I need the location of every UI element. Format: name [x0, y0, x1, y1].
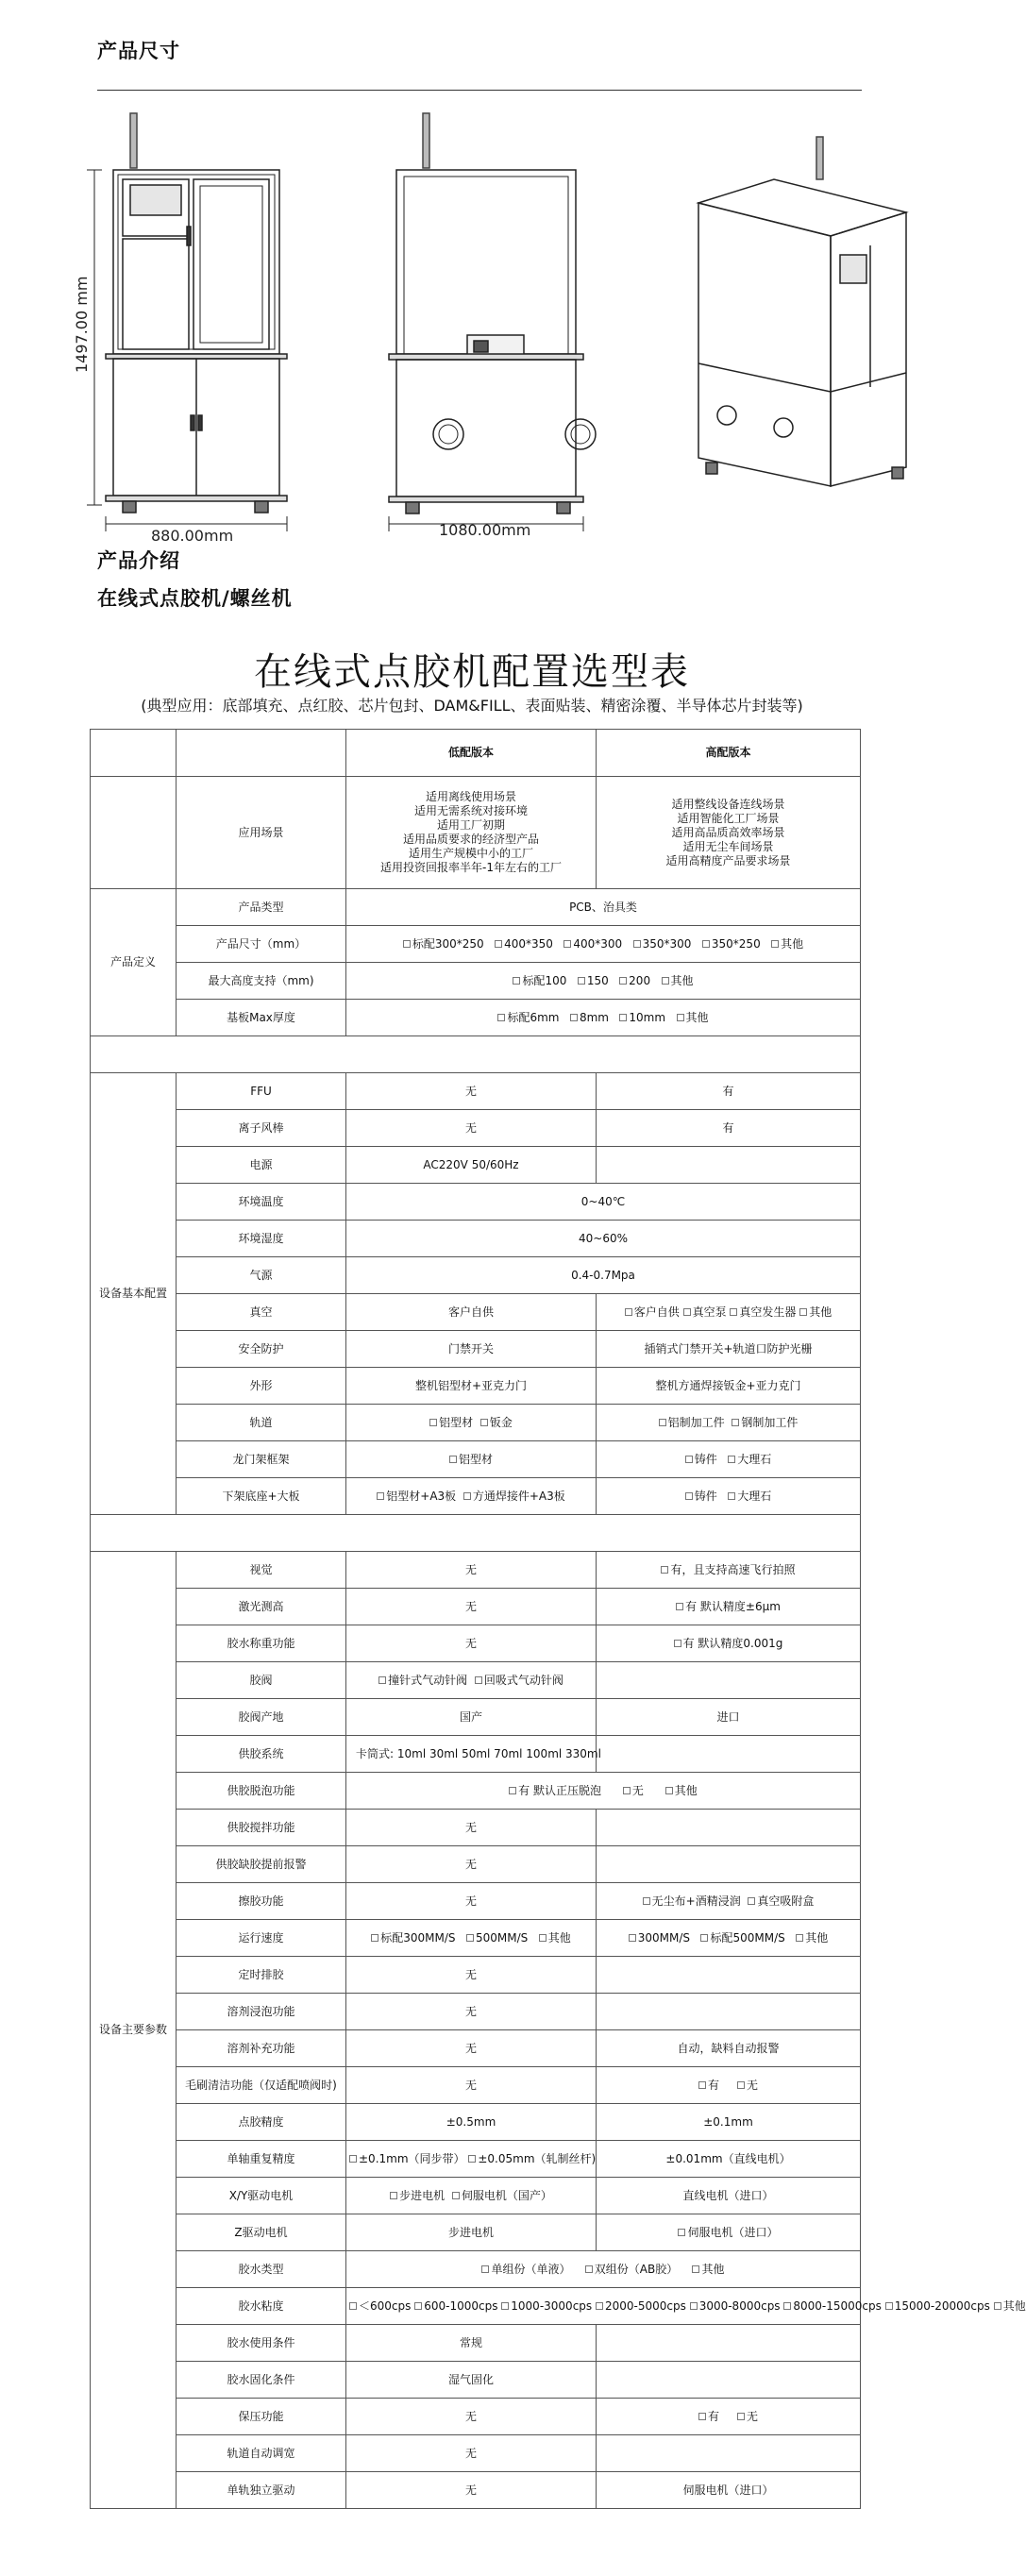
- row-label: 激光测高: [177, 1589, 346, 1625]
- machine-side-view: [389, 113, 596, 514]
- row-options: 有 默认正压脱泡 无 其他: [346, 1773, 861, 1810]
- table-row: [91, 777, 861, 889]
- row-label: 轨道自动调宽: [177, 2435, 346, 2472]
- row-low: 无: [346, 1110, 597, 1147]
- row-value: 40~60%: [346, 1221, 861, 1257]
- row-label: 溶剂补充功能: [177, 2030, 346, 2067]
- row-value: 0.4-0.7Mpa: [346, 1257, 861, 1294]
- row-label: 单轴重复精度: [177, 2141, 346, 2178]
- row-low: 无: [346, 1810, 597, 1846]
- row-high: 铸件 大理石: [597, 1478, 861, 1515]
- table-row: [91, 2141, 861, 2178]
- table-row: [91, 1331, 861, 1368]
- row-low: 常规: [346, 2325, 597, 2362]
- row-low: 无: [346, 2399, 597, 2435]
- row-label: 最大高度支持（mm): [177, 963, 346, 1000]
- table-row: [91, 1073, 861, 1110]
- table-row: [91, 1846, 861, 1883]
- row-label: 基板Max厚度: [177, 1000, 346, 1036]
- row-low: 无: [346, 1552, 597, 1589]
- row-low: 门禁开关: [346, 1331, 597, 1368]
- machine-iso-view: [698, 137, 906, 486]
- table-row: [91, 1920, 861, 1957]
- row-label: 溶剂浸泡功能: [177, 1994, 346, 2030]
- machine-drawings: [0, 90, 944, 545]
- table-row: [91, 1589, 861, 1625]
- section-title-size: 产品尺寸: [97, 40, 180, 62]
- row-low: 整机铝型材+亚克力门: [346, 1368, 597, 1405]
- row-low: 湿气固化: [346, 2362, 597, 2399]
- row-high: [597, 1846, 861, 1883]
- row-low: 铝型材 钣金: [346, 1405, 597, 1441]
- row-label: 供胶缺胶提前报警: [177, 1846, 346, 1883]
- table-row: [91, 889, 861, 926]
- row-options: ＜600cps 600-1000cps 1000-3000cps 2000-5000cps 3000-8000cps 8000-15000cps 15000-20000cps 其他: [346, 2288, 861, 2325]
- row-label: 下架底座+大板: [177, 1478, 346, 1515]
- table-title: 在线式点胶机配置选型表: [254, 650, 690, 694]
- row-high: [597, 1662, 861, 1699]
- table-row: [91, 1662, 861, 1699]
- row-low: 国产: [346, 1699, 597, 1736]
- row-high: ±0.1mm: [597, 2104, 861, 2141]
- row-low: 无: [346, 1957, 597, 1994]
- table-row: [91, 1625, 861, 1662]
- table-row: [91, 1699, 861, 1736]
- row-high: 自动，缺料自动报警: [597, 2030, 861, 2067]
- row-label: 胶水粘度: [177, 2288, 346, 2325]
- row-label: 产品尺寸（mm）: [177, 926, 346, 963]
- row-label: FFU: [177, 1073, 346, 1110]
- scene-label: 应用场景: [177, 777, 346, 889]
- row-label: 离子风棒: [177, 1110, 346, 1147]
- row-label: 毛刷清洁功能（仅适配喷阀时): [177, 2067, 346, 2104]
- row-high: [597, 2435, 861, 2472]
- row-label: 胶阀: [177, 1662, 346, 1699]
- table-row: [91, 2399, 861, 2435]
- row-high: 进口: [597, 1699, 861, 1736]
- machine-front-view: [106, 113, 287, 513]
- row-high: 有: [597, 1073, 861, 1110]
- row-label: 供胶系统: [177, 1736, 346, 1773]
- row-low: 无: [346, 1994, 597, 2030]
- table-row: [91, 926, 861, 963]
- category-basic: 设备基本配置: [91, 1073, 177, 1515]
- row-low: 铝型材: [346, 1441, 597, 1478]
- row-label: 安全防护: [177, 1331, 346, 1368]
- table-row: [91, 2288, 861, 2325]
- row-value: PCB、治具类: [346, 889, 861, 926]
- table-row: [91, 2030, 861, 2067]
- row-label: 胶水类型: [177, 2251, 346, 2288]
- row-low: AC220V 50/60Hz: [346, 1147, 597, 1184]
- row-label: 气源: [177, 1257, 346, 1294]
- row-high: ±0.01mm（直线电机）: [597, 2141, 861, 2178]
- row-low: 标配300MM/S 500MM/S 其他: [346, 1920, 597, 1957]
- row-label: 轨道: [177, 1405, 346, 1441]
- row-low: 无: [346, 2435, 597, 2472]
- table-row: [91, 2104, 861, 2141]
- category-main: 设备主要参数: [91, 1552, 177, 2509]
- row-high: [597, 1147, 861, 1184]
- row-low: 无: [346, 2472, 597, 2509]
- row-label: 胶水使用条件: [177, 2325, 346, 2362]
- row-label: 点胶精度: [177, 2104, 346, 2141]
- row-high: 有 无: [597, 2067, 861, 2104]
- row-low: 无: [346, 1073, 597, 1110]
- table-spacer: [91, 1036, 861, 1073]
- table-row: [91, 1441, 861, 1478]
- row-high: [597, 1957, 861, 1994]
- table-row: [91, 1184, 861, 1221]
- row-high: 铝制加工件 钢制加工件: [597, 1405, 861, 1441]
- row-high: 铸件 大理石: [597, 1441, 861, 1478]
- table-row: [91, 1810, 861, 1846]
- row-low: 步进电机 伺服电机（国产）: [346, 2178, 597, 2214]
- header-low: 低配版本: [346, 730, 597, 777]
- table-row: [91, 1294, 861, 1331]
- table-spacer: [91, 1515, 861, 1552]
- row-low: 无: [346, 1883, 597, 1920]
- table-row: [91, 1405, 861, 1441]
- row-high: 整机方通焊接钣金+亚力克门: [597, 1368, 861, 1405]
- row-low: 步进电机: [346, 2214, 597, 2251]
- row-value: 0~40℃: [346, 1184, 861, 1221]
- row-high: [597, 1994, 861, 2030]
- row-high: 伺服电机（进口）: [597, 2214, 861, 2251]
- row-label: Z驱动电机: [177, 2214, 346, 2251]
- table-row: [91, 2067, 861, 2104]
- scene-high: 适用整线设备连线场景 适用智能化工厂场景 适用高品质高效率场景 适用无尘车间场景 适用高精度产品要求场景: [597, 777, 861, 889]
- table-row: [91, 1478, 861, 1515]
- width-1080-label: 1080.00mm: [439, 521, 531, 539]
- row-label: 定时排胶: [177, 1957, 346, 1994]
- row-label: 真空: [177, 1294, 346, 1331]
- table-row: [91, 1552, 861, 1589]
- row-label: 环境湿度: [177, 1221, 346, 1257]
- table-row: [91, 2362, 861, 2399]
- row-label: 运行速度: [177, 1920, 346, 1957]
- category-definition: 产品定义: [91, 889, 177, 1036]
- row-low: 撞针式气动针阀 回吸式气动针阀: [346, 1662, 597, 1699]
- row-high: 客户自供 真空泵 真空发生器 其他: [597, 1294, 861, 1331]
- row-label: 外形: [177, 1368, 346, 1405]
- row-label: 环境温度: [177, 1184, 346, 1221]
- table-row: [91, 2214, 861, 2251]
- height-label: 1497.00 mm: [73, 276, 91, 373]
- row-options: 标配6mm 8mm 10mm 其他: [346, 1000, 861, 1036]
- row-high: 插销式门禁开关+轨道口防护光栅: [597, 1331, 861, 1368]
- header-high: 高配版本: [597, 730, 861, 777]
- row-low: 无: [346, 2030, 597, 2067]
- row-low: 卡筒式: 10ml 30ml 50ml 70ml 100ml 330ml: [346, 1736, 597, 1773]
- row-low: 无: [346, 1846, 597, 1883]
- row-low: 无: [346, 2067, 597, 2104]
- row-low: 铝型材+A3板 方通焊接件+A3板: [346, 1478, 597, 1515]
- row-label: 视觉: [177, 1552, 346, 1589]
- row-high: 无尘布+酒精浸润 真空吸附盒: [597, 1883, 861, 1920]
- row-label: 胶阀产地: [177, 1699, 346, 1736]
- row-label: 擦胶功能: [177, 1883, 346, 1920]
- row-low: 无: [346, 1625, 597, 1662]
- row-low: 客户自供: [346, 1294, 597, 1331]
- row-label: 保压功能: [177, 2399, 346, 2435]
- row-high: 直线电机（进口）: [597, 2178, 861, 2214]
- table-row: [91, 2472, 861, 2509]
- table-row: [91, 2325, 861, 2362]
- table-row: [91, 1368, 861, 1405]
- scene-low: 适用离线使用场景 适用无需系统对接环境 适用工厂初期 适用品质要求的经济型产品 适用生产规模中小的工厂 适用投资回报率半年-1年左右的工厂: [346, 777, 597, 889]
- table-row: [91, 1110, 861, 1147]
- table-row: [91, 1257, 861, 1294]
- row-high: 有 默认精度0.001g: [597, 1625, 861, 1662]
- row-high: 有 默认精度±6μm: [597, 1589, 861, 1625]
- row-label: 单轨独立驱动: [177, 2472, 346, 2509]
- row-label: 供胶脱泡功能: [177, 1773, 346, 1810]
- section-subtitle: 在线式点胶机/螺丝机: [97, 587, 293, 610]
- row-low: ±0.1mm（同步带） ±0.05mm（轧制丝杆): [346, 2141, 597, 2178]
- row-label: 胶水固化条件: [177, 2362, 346, 2399]
- table-subtitle: (典型应用：底部填充、点红胶、芯片包封、DAM&FILL、表面贴装、精密涂覆、半导体芯片封装等): [141, 697, 803, 715]
- row-low: ±0.5mm: [346, 2104, 597, 2141]
- config-table: [90, 729, 1026, 2509]
- row-high: [597, 2362, 861, 2399]
- row-high: 有 无: [597, 2399, 861, 2435]
- row-options: 标配300*250 400*350 400*300 350*300 350*250 其他: [346, 926, 861, 963]
- table-row: [91, 2435, 861, 2472]
- row-label: 产品类型: [177, 889, 346, 926]
- row-high: 伺服电机（进口）: [597, 2472, 861, 2509]
- table-row: [91, 963, 861, 1000]
- row-high: [597, 1810, 861, 1846]
- row-options: 标配100 150 200 其他: [346, 963, 861, 1000]
- row-label: 供胶搅拌功能: [177, 1810, 346, 1846]
- row-high: 有，且支持高速飞行拍照: [597, 1552, 861, 1589]
- row-low: 无: [346, 1589, 597, 1625]
- row-high: [597, 2325, 861, 2362]
- table-row: [91, 2178, 861, 2214]
- table-row: [91, 1957, 861, 1994]
- table-row: [91, 730, 861, 777]
- table-row: [91, 2251, 861, 2288]
- table-row: [91, 1000, 861, 1036]
- section-title-intro: 产品介绍: [97, 549, 180, 572]
- table-row: [91, 1773, 861, 1810]
- row-options: 单组份（单液） 双组份（AB胶） 其他: [346, 2251, 861, 2288]
- row-label: 龙门架框架: [177, 1441, 346, 1478]
- table-row: [91, 1147, 861, 1184]
- table-row: [91, 1994, 861, 2030]
- table-row: [91, 1736, 861, 1773]
- table-row: [91, 1221, 861, 1257]
- row-label: 电源: [177, 1147, 346, 1184]
- row-label: 胶水称重功能: [177, 1625, 346, 1662]
- row-high: 300MM/S 标配500MM/S 其他: [597, 1920, 861, 1957]
- row-label: X/Y驱动电机: [177, 2178, 346, 2214]
- row-high: [597, 1736, 861, 1773]
- row-high: 有: [597, 1110, 861, 1147]
- table-row: [91, 1883, 861, 1920]
- width-880-label: 880.00mm: [151, 527, 234, 545]
